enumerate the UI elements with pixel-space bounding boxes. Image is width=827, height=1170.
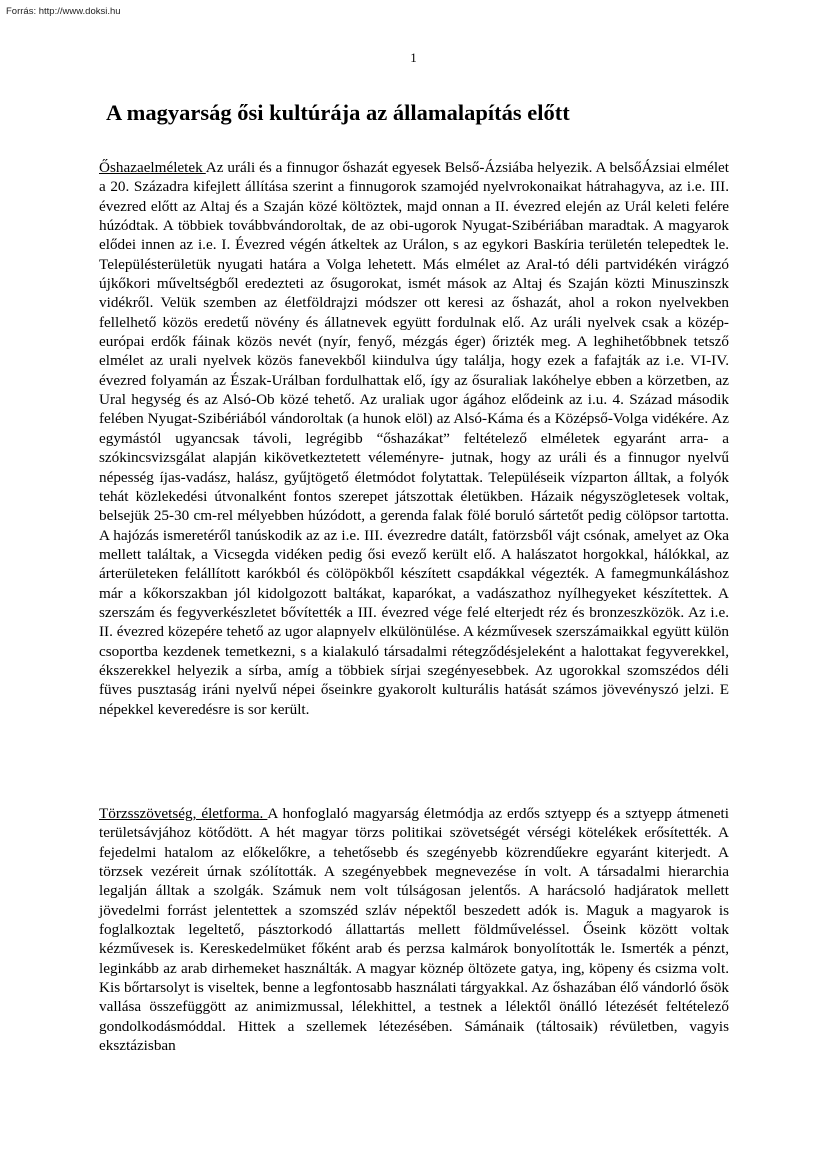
document-title: A magyarság ősi kultúrája az államalapítás előtt (106, 100, 570, 125)
paragraph-torzsszovetseg (99, 804, 729, 1055)
paragraph-text: A honfoglaló magyarság életmódja az erdős sztyepp és a sztyepp átmeneti területsávjához kötődött. A hét magyar törzs politikai szövetségét vérségi kötelékek erősítették. A fejedelmi hatalom az előkelőkre, a tehetősebb és szegényebb közrendűekre egyaránt kiterjedt. A törzsek vezéreit úrnak szólították. A szegényebbek megnevezése ín volt. A társadalmi hierarchia legalján álltak a szolgák. Számuk nem volt túlságosan jelentős. A harácsoló hadjáratok mellett jövedelmi forrást jelentettek a szomszéd szláv népektől beszedett adók is. Maguk a magyarok is foglalkoztak legeltető, pásztorkodó állattartás mellett földműveléssel. Őseink között voltak kézművesek is. Kereskedelmüket főként arab és perzsa kalmárok bonyolították le. Ismerték a pénzt, leginkább az arab dirhemeket használták. A magyar köznép öltözete gatya, ing, köpeny és csizma volt. Kis bőrtarsolyt is viseltek, benne a legfontosabb használati tárgyakkal. Az őshazában élő vándorló ősök vallása összefüggött az animizmussal, lélekhittel, a testnek a lélektől önálló létezését feltételező gondolkodásmóddal. Hittek a szellemek létezésében. Sámánaik (táltosaik) révületben, vagyis eksztázisban (99, 805, 729, 1055)
section-heading-torzsszovetseg: Törzsszövetség, életforma. (99, 805, 268, 822)
source-note: Forrás: http://www.doksi.hu (6, 6, 121, 17)
page-number: 1 (410, 50, 417, 65)
paragraph-oshaza (99, 158, 729, 719)
paragraph-text: Az uráli és a finnugor őshazát egyesek Belső-Ázsiába helyezik. A belsőÁzsiai elmélet a 20. Századra kifejlett állítása szerint a finnugorok szamojéd nyelvrokonaikat hátrahagyva, az i.e. III. évezred előtt az Altaj és a Szaján közé költöztek, majd onnan a II. évezred elején az Urál keleti felére húzódtak. A többiek továbbvándoroltak, de az obi-ugorok Nyugat-Szibériában maradtak. A magyarok elődei innen az i.e. I. Évezred végén átkeltek az Urálon, s az egykori Baskíria területén telepedtek le. Településterületük nyugati határa a Volga lehetett. Más elmélet az Aral-tó déli partvidékén virágzó újkőkori műveltségből eredezteti az ősugorokat, ismét mások az Altaj és Szaján közti Minuszinszk vidékről. Velük szemben az életföldrajzi módszer ott keresi az őshazát, ahol a rokon nyelvekben fellelhető közös eredetű növény és állatnevek együtt fordulnak elő. Az uráli nyelvek csak a közép-európai erdők fáinak közös nevét (nyír, fenyő, mézgás éger) őrizték meg. A leghihetőbbnek tetsző elmélet az urali nyelvek közös fanevekből kiindulva úgy találja, hogy ezek a fafajták az i.e. VI-IV. évezred folyamán az Észak-Urálban fordulhattak elő, így az ősuraliak lakóhelye ebben a körzetben, az Ural hegység és az Alsó-Ob közé tehető. Az uraliak ugor ágához elődeink az i.u. 4. Század második felében Nyugat-Szibériából vándoroltak (a hunok elöl) az Alsó-Káma és a Középső-Volga vidékére. Az egymástól ugyancsak távoli, legrégibb “őshazákat” feltételező elméletek egyaránt arra- a szókincsvizsgálat alapján kikövetkeztetett véleményre- jutnak, hogy az uráli és a finnugor nyelvű népesség íjas-vadász, halász, gyűjtögető életmódot folytattak. Településeik vízparton álltak, a folyók tehát közlekedési útvonalként fontos szerepet játszottak életükben. Házaik négyszögletesek voltak, belsejük 25-30 cm-rel mélyebben húzódott, a gerenda falak fölé boruló sártetőt pedig cölöpsor tartotta. A hajózás ismeretéről tanúskodik az az i.e. III. évezredre datált, fatörzsből vájt csónak, amelyet az Oka mellett találtak, a Vicsegda vidéken pedig ősi evező került elő. A halászatot horgokkal, hálókkal, az árterületeken felállított karókból és cölöpökből készített csapdákkal végezték. A famegmunkáláshoz már a kőkorszakban jól kidolgozott baltákat, kaparókat, a vadászathoz nyílhegyeket készítettek. A szerszám és fegyverkészletet bővítették a III. évezred vége felé elterjedt réz és bronzeszközök. Az i.e. II. évezred közepére tehető az ugor alapnyelv elkülönülése. A kézművesek szerszámaikkal együtt külön csoportba kezdenek temetkezni, s a kialakuló társadalmi rétegződésjeleként a halottakat fegyverekkel, ékszerekkel helyezik a sírba, amíg a többiek sírjai szegényesebbek. Az ugorokkal szomszédos déli füves pusztaság iráni nyelvű népei őseinkre gyakorolt kulturális hatását számos jövevényszó jelzi. E népekkel keveredésre is sor került. (99, 159, 730, 718)
section-heading-oshazaelmeletek: Őshazaelméletek (99, 159, 206, 176)
